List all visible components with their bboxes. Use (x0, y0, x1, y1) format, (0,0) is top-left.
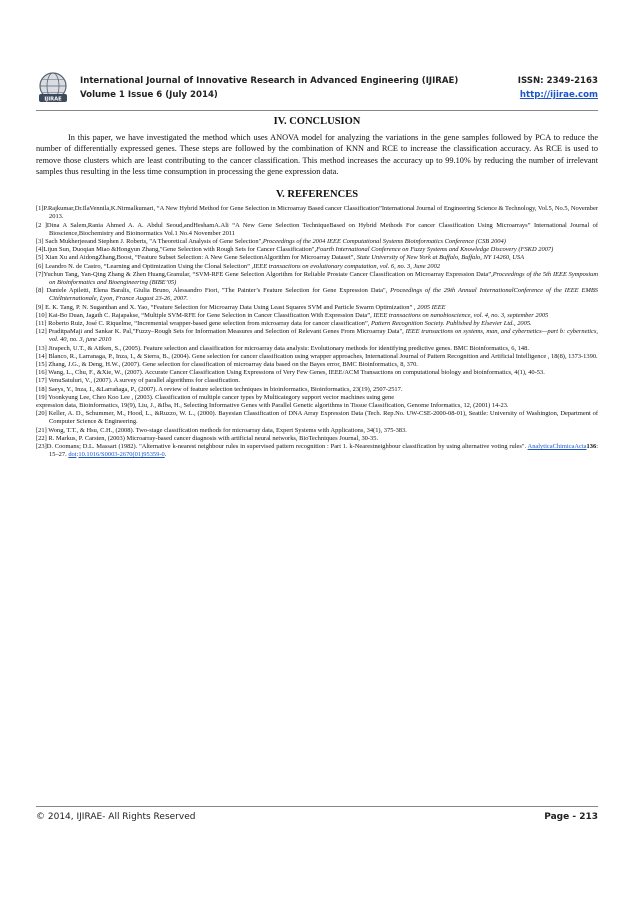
copyright-text: © 2014, IJIRAE- All Rights Reserved (36, 812, 196, 822)
reference-source: State University of New York at Buffalo, Buffalo, NY 14260, USA (356, 254, 525, 262)
reference-text: [13] Jirapech, U.T., & Aitken, S., (2005). Feature selection and classification for microarray data analysis: Evolutionary methods for identifying predictive genes. BMC Bioinformatics, 6, 148. (36, 344, 529, 352)
main-content (36, 113, 598, 459)
reference-source: IEEE transactions on systems, man, and cybernetics—part b: cybernetics, vol. 40, no. 3, june 2010 (49, 328, 599, 344)
reference-source: Pattern Recognition Society. Published by Elsevier Ltd., 2005. (370, 320, 532, 328)
reference-item (36, 353, 598, 361)
header-left (80, 74, 458, 102)
reference-text: : 15–27. (49, 443, 598, 459)
reference-source: , 2005 IEEE (413, 303, 446, 311)
reference-text: [22] R. Markus, P. Carsten, (2003) Microarray-based cancer diagnosis with artificial neural networks, BioTechniques Journal, 30-35. (36, 434, 379, 442)
reference-item (36, 287, 598, 303)
header-divider (36, 110, 598, 111)
reference-text: [17] VenuSatuluri, V., (2007). A survey of parallel algorithms for classification. (36, 377, 240, 385)
reference-item (36, 304, 598, 312)
reference-text: : (76, 451, 79, 459)
reference-item (36, 361, 598, 369)
page-footer (36, 810, 598, 826)
reference-text: [23]D. Coomans; D.L. Massart (1982). "Alternative k-nearest neighbour rules in supervised pattern recognition : Part 1. k-Nearestneighbour classification by using alternative voting rules". (36, 443, 528, 451)
reference-text: [21] Wong, T.T., & Hsu, C.H., (2008). Two-stage classification methods for microarray data, Expert Systems with Applications, 34(1), 375-383. (36, 426, 407, 434)
reference-text: [4]Lijun Sun, Duoqian Miao &Hongyun Zhang,"Gene Selection with Rough Sets for Cancer Classification", (36, 246, 317, 254)
reference-journal-link[interactable]: AnalyticaChimicaActa (527, 443, 587, 451)
journal-url-link[interactable]: http://ijirae.com (519, 90, 598, 100)
reference-source: Proceedings of the 5th IEEE Symposium on Bioinformatics and Bioengineering (BIBE’05) (49, 270, 598, 287)
reference-text: [10] Kai-Bo Duan, Jagath C. Rajapakse, “Multiple SVM-RFE for Gene Selection in Cancer Classification With Expression Data”, (36, 311, 374, 319)
reference-text: . (164, 451, 167, 459)
reference-text: [18] Saeys, Y., Inza, I., &Larrañaga, P., (2007). A review of feature selection techniques in bioinformatics, Bioinformatics, 23(19), 2507-2517. (36, 385, 403, 393)
reference-item (36, 246, 598, 254)
reference-item (36, 386, 598, 394)
reference-text: [9] E. K. Tang, P. N. Suganthan and X. Yao, “Feature Selection for Microarray Data Using Least Squares SVM and Particle Swarm Optimization” (36, 303, 414, 311)
reference-source: ,IEEE transactions on evolutionary computation, vol. 6, no. 3, June 2002 (251, 262, 441, 270)
reference-text: [1]P.Rajkumar,Dr.IlaVennila,K.Nirmalkumari, “A New Hybrid Method for Gene Selection in Microarray Based cancer Classification”International Journal of Engineering Science & Technology, Vol.5, No.5, November 2013. (36, 205, 598, 221)
reference-item (36, 443, 598, 459)
reference-text: [12] PraditpaMaji and Sankar K. Pal,"Fuzzy–Rough Sets for Information Measures and Selection of Relevant Genes From Microarray Data", (36, 328, 406, 336)
reference-text: [19] Yoonkyung Lee, Cheo Koo Lee , (2003). Classification of multiple cancer types by Multicategory support vector machines using gene (36, 393, 395, 401)
reference-item (36, 328, 598, 344)
reference-item (36, 271, 598, 287)
journal-globe-logo-icon (36, 71, 70, 105)
reference-text: [6] Leandro N. de Castro, “Learning and Optimization Using the Clonal Selection” (36, 262, 252, 270)
reference-text: [7]Yuchun Tang, Yan-Qing Zhang & Zhen Huang,Granular, “SVM-RFE Gene Selection Algorithm for Reliable Prostate Cancer Classification on Microarray Expression Data”, (36, 270, 493, 278)
logo-text: IJIRAE (44, 96, 62, 103)
reference-item (36, 377, 598, 385)
reference-item (36, 402, 598, 410)
reference-text: [8] Daniele Apiletti, Elena Baralis, Giulia Bruno, Alessandro Fiori, "The Painter’s Feature Selection for Gene Expression Data", (36, 287, 391, 295)
doi-link[interactable]: doi (68, 451, 77, 459)
reference-source: IEEE transactions on nanobioscience, vol. 4, no. 3, september 2005 (373, 311, 549, 319)
doi-number-link[interactable]: 10.1016/S0003-2670(01)95359-0 (78, 451, 165, 459)
reference-item (36, 435, 598, 443)
footer-divider (36, 806, 598, 807)
reference-text: [16] Wang, L., Chu, F., &Xie, W., (2007). Accurate Cancer Classification Using Expressions of Very Few Genes, IEEE/ACM Transactions on computational biology and bioinformatics, 4(1), 40-53. (36, 369, 545, 377)
journal-issn: ISSN: 2349-2163 (517, 76, 598, 86)
reference-item (36, 369, 598, 377)
header-right (518, 74, 598, 102)
journal-volume: Volume 1 Issue 6 (July 2014) (80, 90, 218, 100)
reference-source: Proceedings of the 2004 IEEE Computational Systems Bioinformatics Conference (CSB 2004) (262, 238, 506, 245)
reference-source: Proceedings of the 29th Annual InternationalConference of the IEEE EMBS CitéInternationale, Lyon, France August 23-26, 2007. (49, 287, 598, 303)
reference-item (36, 238, 598, 246)
reference-item (36, 427, 598, 435)
references-heading: V. REFERENCES (275, 189, 359, 201)
reference-text: [14] Blanco, R., Larranaga, P., Inza, I., & Sierra, B., (2004). Gene selection for cancer classification using wrapper approaches, International Journal of Pattern Recognition and Artificial Intelligence , 18(8), 1373-1390. (36, 352, 598, 360)
reference-item (36, 320, 598, 328)
reference-text: expression data, Bioinformatics, 19(9), Liu, J., &Iba, H., Selecting Informative Genes with Parallel Genetic algorithms in Tissue Classification, Genome Informatics, 12, (2001) 14-23. (36, 402, 509, 410)
reference-item (36, 394, 598, 402)
journal-header (36, 70, 598, 108)
reference-text: [3] Sach Mukherjeeand Stephen J. Roberts, "A Theoretical Analysis of Gene Selection", (36, 238, 263, 245)
reference-item (36, 254, 598, 262)
reference-item (36, 205, 598, 221)
reference-text: [15] Zhang, J.G., & Deng, H.W., (2007). Gene selection for classification of microarray data based on the Bayes error, BMC Bioinformatics, 8, 370. (36, 361, 418, 369)
reference-item (36, 222, 598, 238)
reference-text: [2 ]Dina A Salem,Rania Ahmed A. A. Abdul Seoud,andHeshamA.Ali “A New Gene Selection TechniqueBased on Hybrid Methods For cancer Classification Using Microarrays” International Journal of Bioscience,Biochemistry and Bioinormatics Vol.1 No.4 November 2011 (36, 221, 598, 237)
reference-item (36, 345, 598, 353)
conclusion-heading: IV. CONCLUSION (273, 116, 361, 127)
reference-text: [20] Keller, A. D., Schummer, M., Hood, L., &Ruzzo, W. L., (2000). Bayesian Classification of DNA Array Expression Data (Tech. Rep.No. UW-CSE-2000-08-01), Seattle: University of Washington, Department of Computer Science & Engineering. (36, 410, 598, 426)
journal-name: International Journal of Innovative Research in Advanced Engineering (IJIRAE) (80, 76, 459, 86)
reference-volume: 136 (586, 443, 597, 451)
reference-text: [5] Xian Xu and AidongZhang,Boost, “Feature Subset Selection: A New Gene SelectionAlgorithm for Microarray Dataset”, (36, 254, 357, 262)
reference-item (36, 410, 598, 426)
reference-list (36, 205, 598, 459)
reference-item (36, 312, 598, 320)
reference-source: Fourth International Conference on Fuzzy Systems and Knowledge Discovery (FSKD 2007) (316, 246, 554, 254)
reference-text: [11] Roberto Ruiz, José C. Riquelme, “Incremental wrapper-based gene selection from microarray data for cancer classification”, (36, 320, 371, 328)
conclusion-paragraph: In this paper, we have investigated the method which uses ANOVA model for analyzing the variations in the gene samples followed by PCA to reduce the number of differentially expressed genes. These steps are followed by the combination of KNN and RCE to increase the classification accuracy. As RCE is used to remove those clusters which are least contributing to the cancer classification. This method increases the accuracy up to 99.10% by reducing the number of irrelevant samples thus resulting in the less time consumption in processing the gene expression data. (36, 133, 598, 176)
reference-item (36, 263, 598, 271)
page-number: Page - 213 (544, 812, 598, 822)
